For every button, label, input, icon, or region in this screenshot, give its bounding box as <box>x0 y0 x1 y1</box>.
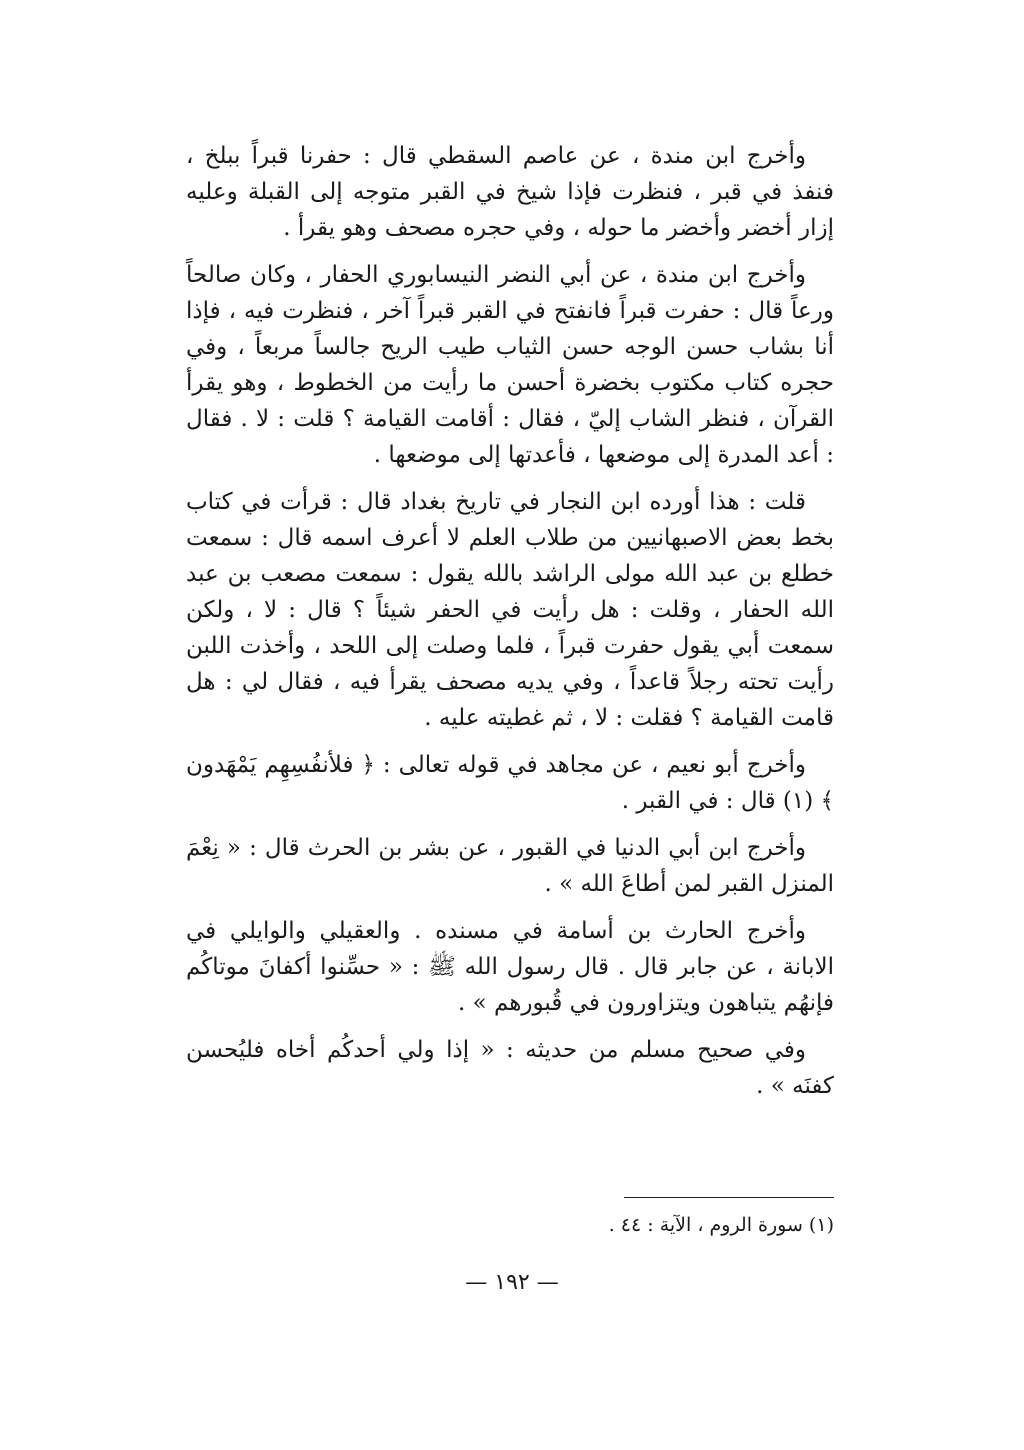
paragraph-sahih-muslim: وفي صحيح مسلم من حديثه : « إذا ولي أحدكُم أخاه فليُحسن كفنَه » . <box>186 1037 834 1099</box>
paragraph-ibn-manda-abu-nadr: وأخرج ابن مندة ، عن أبي النضر النيسابوري الحفار ، وكان صالحاً ورعاً قال : حفرت قبراً فانفتح في القبر قبراً آخر ، فنظرت فيه ، فإذا أنا بشاب حسن الوجه حسن الثياب طيب الريح جالساً مربعاً ، وفي حجره كتاب مكتوب بخضرة أحسن ما رأيت من الخطوط ، وهو يقرأ القرآن ، فنظر الشاب إليّ ، فقال : أقامت القيامة ؟ قلت : لا . فقال : أعد المدرة إلى موضعها ، فأعدتها إلى موضعها . <box>186 262 834 468</box>
paragraph-ibn-najjar: قلت : هذا أورده ابن النجار في تاريخ بغداد قال : قرأت في كتاب بخط بعض الاصبهانيين من طلاب العلم لا أعرف اسمه قال : سمعت خطلع بن عبد الله مولى الراشد بالله يقول : سمعت مصعب بن عبد الله الحفار ، وقلت : هل رأيت في الحفر شيئاً ؟ قال : لا ، ولكن سمعت أبي يقول حفرت قبراً ، فلما وصلت إلى اللحد ، وأخذت اللبن رأيت تحته رجلاً قاعداً ، وفي يديه مصحف يقرأ فيه ، فقال لي : هل قامت القيامة ؟ فقلت : لا ، ثم غطيته عليه . <box>186 489 834 731</box>
paragraph-harith-ibn-usama: وأخرج الحارث بن أسامة في مسنده . والعقيلي والوايلي في الابانة ، عن جابر قال . قال رسول الله ﷺ : « حسِّنوا أكفانَ موتاكُم فإنهُم يتباهون ويتزاورون في قُبورهم » . <box>186 918 834 1016</box>
footnote-divider <box>624 1197 834 1198</box>
main-text <box>186 138 834 1115</box>
paragraph-ibn-manda-asim: وأخرج ابن مندة ، عن عاصم السقطي قال : حفرنا قبراً ببلخ ، فنفذ في قبر ، فنظرت فإذا شيخ في القبر متوجه إلى القبلة وعليه إزار أخضر وأخضر ما حوله ، وفي حجره مصحف وهو يقرأ . <box>186 143 834 241</box>
footnote: (١) سورة الروم ، الآية : ٤٤ . <box>608 1214 834 1236</box>
page-number: — ١٩٢ — <box>465 1270 559 1295</box>
paragraph-ibn-abi-dunya: وأخرج ابن أبي الدنيا في القبور ، عن بشر بن الحرث قال : « نِعْمَ المنزل القبر لمن أطاعَ الله » . <box>186 835 834 897</box>
paragraph-abu-nuaym: وأخرج أبو نعيم ، عن مجاهد في قوله تعالى : ﴿ فلأنفُسِهِم يَمْهَدون ﴾ (١) قال : في القبر . <box>186 752 834 814</box>
